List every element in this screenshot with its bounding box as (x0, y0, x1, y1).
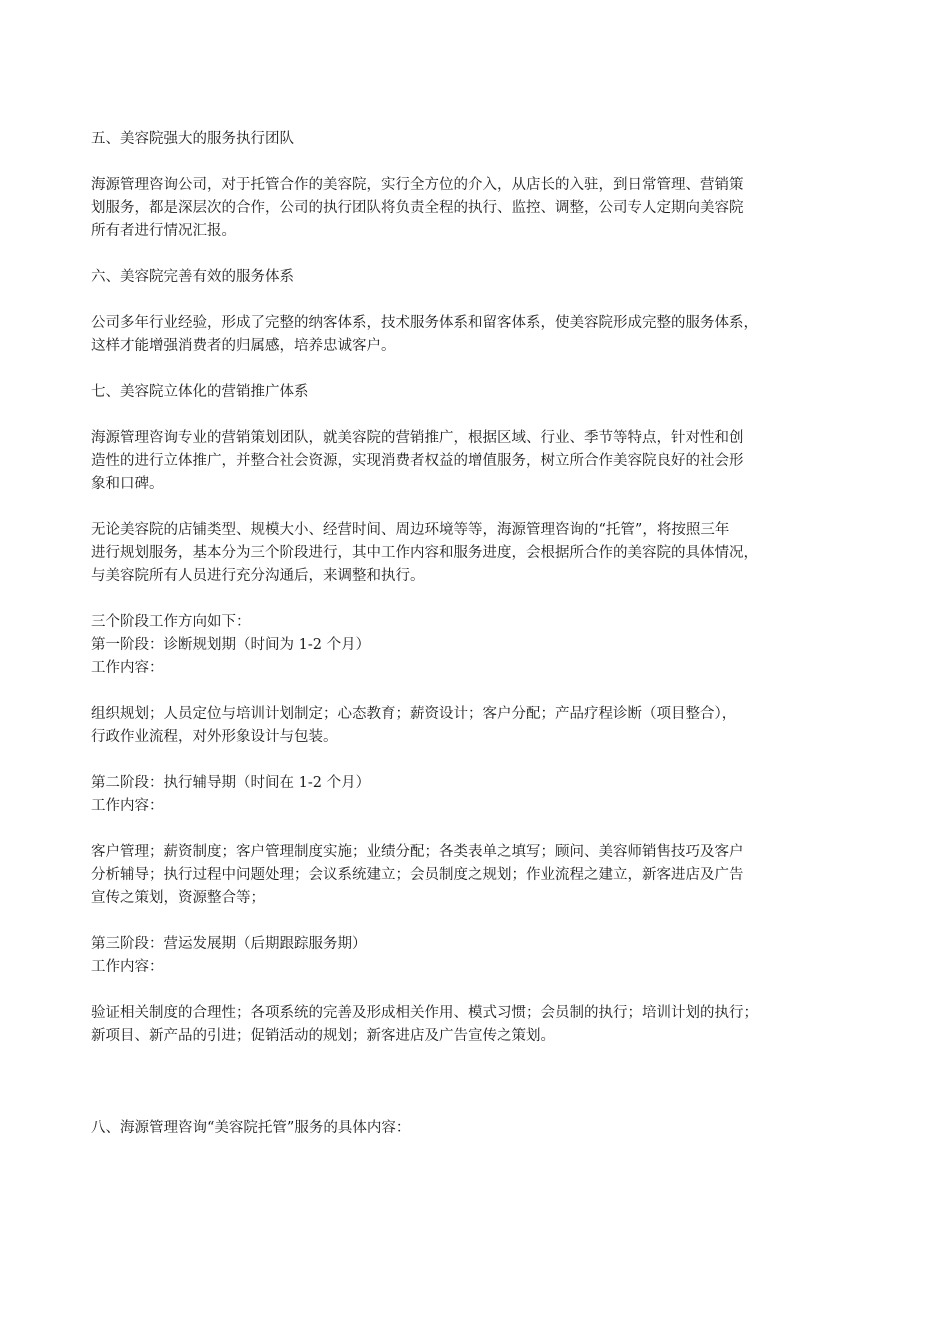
paragraph-line: 客户管理；薪资制度；客户管理制度实施；业绩分配；各类表单之填写；顾问、美容师销售技巧及客户 (91, 844, 744, 860)
paragraph-line: 划服务，都是深层次的合作，公司的执行团队将负责全程的执行、监控、调整，公司专人定期向美容院 (91, 200, 744, 216)
paragraph-line: 无论美容院的店铺类型、规模大小、经营时间、周边环境等等，海源管理咨询的“托管”，将按照三年 (91, 522, 730, 538)
section-heading-8: 八、海源管理咨询“美容院托管”服务的具体内容： (91, 1120, 411, 1136)
paragraph-line: 公司多年行业经验，形成了完整的纳客体系，技术服务体系和留客体系，使美容院形成完整的服务体系， (91, 315, 758, 331)
section-heading-7: 七、美容院立体化的营销推广体系 (91, 384, 309, 400)
paragraph-line: 海源管理咨询公司，对于托管合作的美容院，实行全方位的介入，从店长的入驻，到日常管理、营销策 (91, 177, 744, 193)
phase1-label: 工作内容： (91, 660, 164, 676)
paragraph-line: 验证相关制度的合理性；各项系统的完善及形成相关作用、模式习惯；会员制的执行；培训计划的执行； (91, 1005, 758, 1021)
phases-intro: 三个阶段工作方向如下： (91, 614, 251, 630)
paragraph-line: 宣传之策划，资源整合等； (91, 890, 265, 906)
paragraph-line: 这样才能增强消费者的归属感，培养忠诚客户。 (91, 338, 396, 354)
phase1-title: 第一阶段：诊断规划期（时间为 1-2 个月） (91, 637, 371, 653)
paragraph-line: 与美容院所有人员进行充分沟通后，来调整和执行。 (91, 568, 425, 584)
paragraph-line: 组织规划；人员定位与培训计划制定；心态教育；薪资设计；客户分配；产品疗程诊断（项目整合）， (91, 706, 737, 722)
paragraph-line: 分析辅导；执行过程中问题处理；会议系统建立；会员制度之规划；作业流程之建立，新客进店及广告 (91, 867, 744, 883)
paragraph-line: 行政作业流程，对外形象设计与包装。 (91, 729, 338, 745)
section-heading-5: 五、美容院强大的服务执行团队 (91, 131, 294, 147)
phase2-label: 工作内容： (91, 798, 164, 814)
paragraph-line: 新项目、新产品的引进；促销活动的规划；新客进店及广告宣传之策划。 (91, 1028, 555, 1044)
paragraph-line: 海源管理咨询专业的营销策划团队，就美容院的营销推广，根据区域、行业、季节等特点，针对性和创 (91, 430, 744, 446)
document-body (91, 128, 863, 1140)
section-heading-6: 六、美容院完善有效的服务体系 (91, 269, 294, 285)
phase3-label: 工作内容： (91, 959, 164, 975)
paragraph-line: 造性的进行立体推广，并整合社会资源，实现消费者权益的增值服务，树立所合作美容院良好的社会形 (91, 453, 744, 469)
paragraph-line: 象和口碑。 (91, 476, 164, 492)
paragraph-line: 所有者进行情况汇报。 (91, 223, 236, 239)
phase2-title: 第二阶段：执行辅导期（时间在 1-2 个月） (91, 775, 371, 791)
phase3-title: 第三阶段：营运发展期（后期跟踪服务期） (91, 936, 367, 952)
paragraph-line: 进行规划服务，基本分为三个阶段进行，其中工作内容和服务进度，会根据所合作的美容院的具体情况， (91, 545, 758, 561)
